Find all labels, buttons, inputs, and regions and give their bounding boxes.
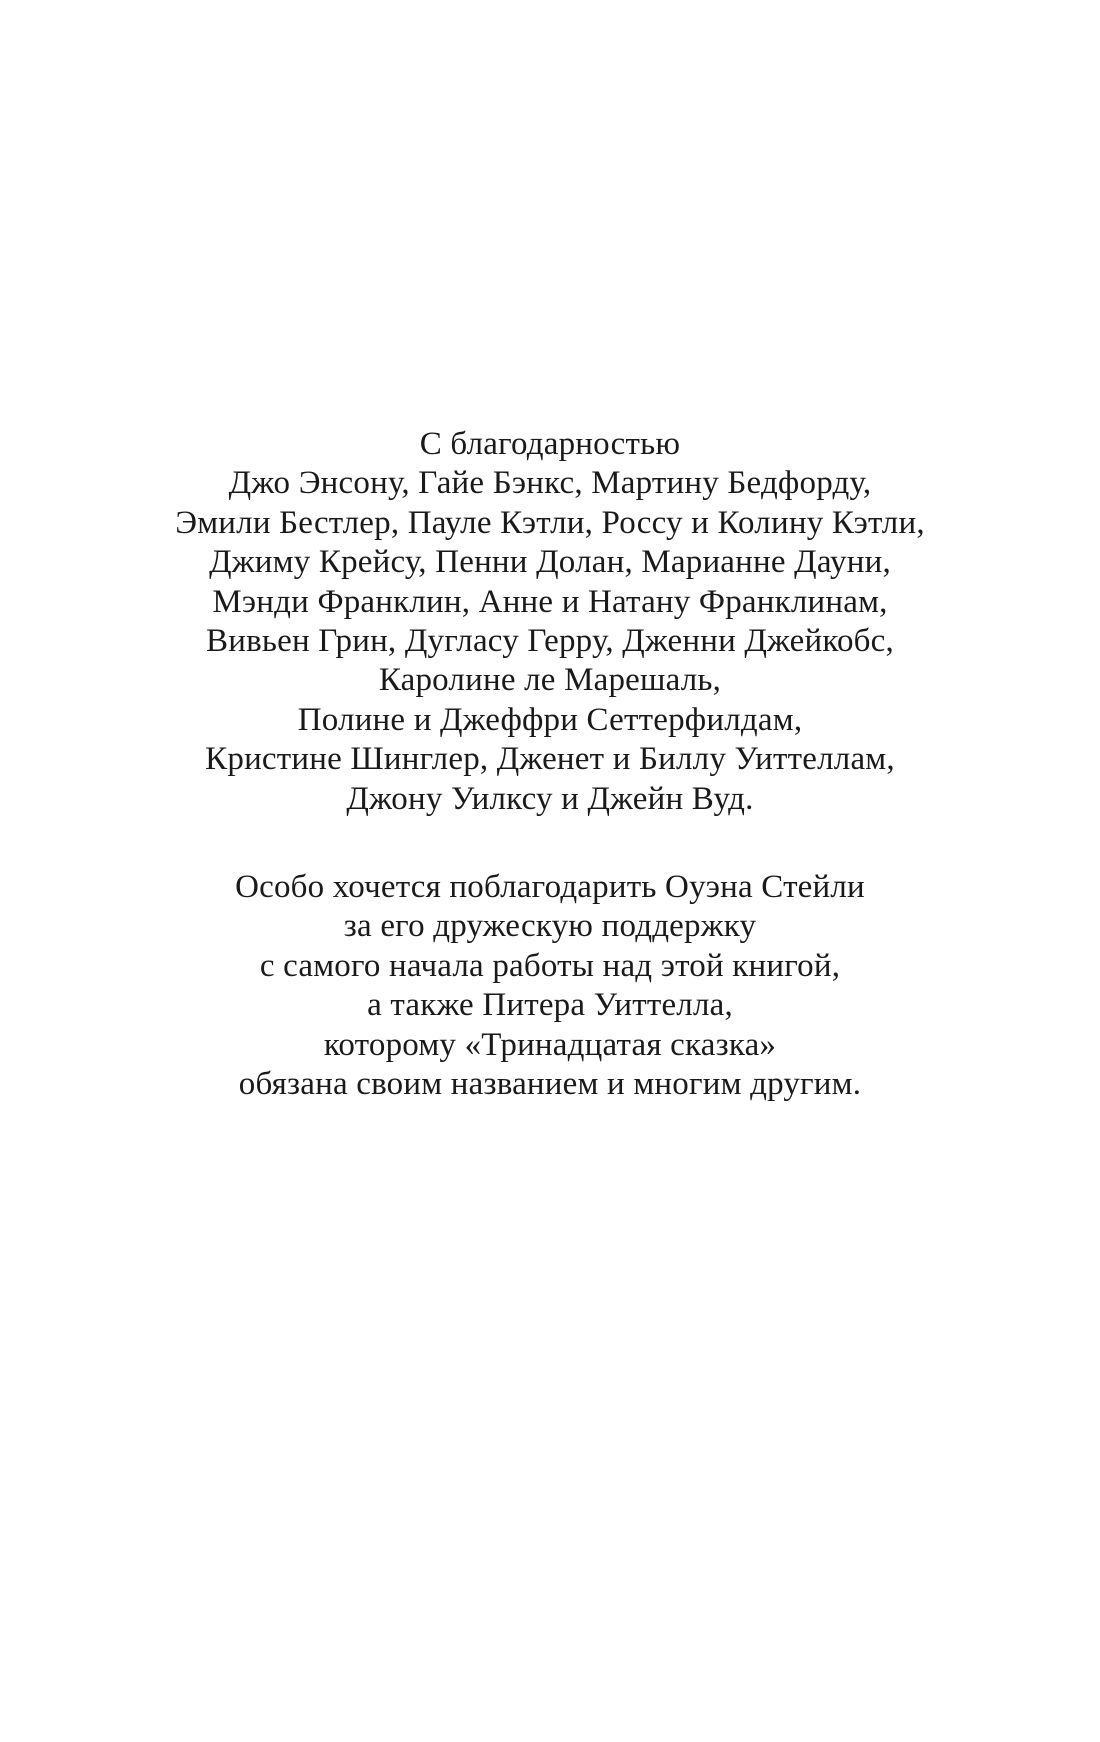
dedication-line: Вивьен Грин, Дугласу Герру, Дженни Джейкобс, (206, 623, 894, 660)
special-thanks-line: с самого начала работы над этой книгой, (259, 947, 841, 984)
dedication-line: Джо Энсону, Гайе Бэнкс, Мартину Бедфорду, (228, 465, 872, 502)
dedication-line: Джону Уилксу и Джейн Вуд. (346, 780, 754, 817)
dedication-line: Кристине Шинглер, Дженет и Биллу Уиттеллам, (205, 741, 895, 778)
dedication-line: Мэнди Франклин, Анне и Натану Франклинам, (212, 583, 888, 620)
special-thanks-line: Особо хочется поблагодарить Оуэна Стейли (235, 869, 865, 905)
dedication-heading: С благодарностью (419, 426, 681, 462)
special-thanks-line: которому «Тринадцатая сказка» (323, 1026, 777, 1063)
dedication-line: Каролине ле Марешаль, (378, 662, 722, 699)
special-thanks-line: а также Питера Уиттелла, (367, 987, 733, 1024)
special-thanks-block (0, 868, 1100, 1104)
dedication-block (0, 425, 1100, 819)
special-thanks-line: за его дружескую поддержку (343, 908, 757, 945)
dedication-line: Джиму Крейсу, Пенни Долан, Марианне Дауни, (209, 544, 891, 581)
special-thanks-line: обязана своим названием и многим другим. (238, 1066, 862, 1103)
dedication-line: Эмили Бестлер, Пауле Кэтли, Россу и Колину Кэтли, (175, 504, 925, 541)
dedication-line: Полине и Джеффри Сеттерфилдам, (297, 701, 803, 738)
